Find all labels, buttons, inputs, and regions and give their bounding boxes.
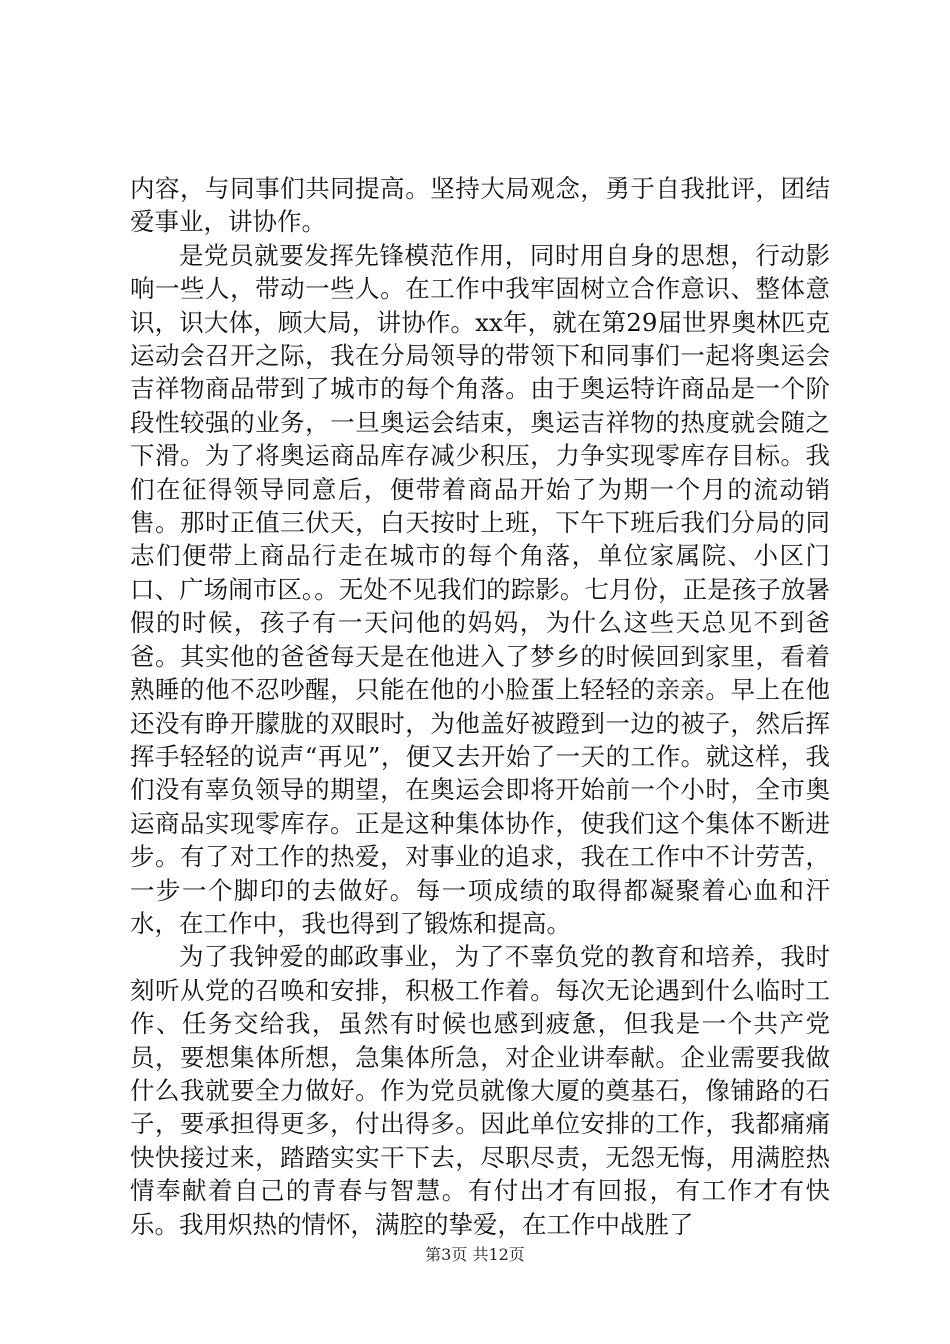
- document-body: [130, 172, 830, 1241]
- page-number-footer: 第3页 共12页: [425, 1245, 525, 1264]
- paragraph-2: 是党员就要发挥先锋模范作用，同时用自身的思想，行动影响一些人，带动一些人。在工作中我牢固树立合作意识、整体意识，识大体，顾大局，讲协作。xx年，就在第29届世界奥林匹克运动会召开之际，我在分局领导的带领下和同事们一起将奥运会吉祥物商品带到了城市的每个角落。由于奥运特许商品是一个阶段性较强的业务，一旦奥运会结束，奥运吉祥物的热度就会随之下滑。为了将奥运商品库存减少积压，力争实现零库存目标。我们在征得领导同意后，便带着商品开始了为期一个月的流动销售。那时正值三伏天，白天按时上班，下午下班后我们分局的同志们便带上商品行走在城市的每个角落，单位家属院、小区门口、广场闹市区。。无处不见我们的踪影。七月份，正是孩子放暑假的时候，孩子有一天问他的妈妈，为什么这些天总见不到爸爸。其实他的爸爸每天是在他进入了梦乡的时候回到家里，看着熟睡的他不忍吵醒，只能在他的小脸蛋上轻轻的亲亲。早上在他还没有睁开朦胧的双眼时，为他盖好被蹬到一边的被子，然后挥挥手轻轻的说声“再见”，便又去开始了一天的工作。就这样，我们没有辜负领导的期望，在奥运会即将开始前一个小时，全市奥运商品实现零库存。正是这种集体协作，使我们这个集体不断进步。有了对工作的热爱，对事业的追求，我在工作中不计劳苦，一步一个脚印的去做好。每一项成绩的取得都凝聚着心血和汗水，在工作中，我也得到了锻炼和提高。: [130, 240, 830, 938]
- paragraph-3: 为了我钟爱的邮政事业，为了不辜负党的教育和培养，我时刻听从党的召唤和安排，积极工作着。每次无论遇到什么临时工作、任务交给我，虽然有时候也感到疲惫，但我是一个共产党员，要想集体所想，急集体所急，对企业讲奉献。企业需要我做什么我就要全力做好。作为党员就像大厦的奠基石，像铺路的石子，要承担得更多，付出得多。因此单位安排的工作，我都痛痛快快接过来，踏踏实实干下去，尽职尽责，无怨无悔，用满腔热情奉献着自己的青春与智慧。有付出才有回报，有工作才有快乐。我用炽热的情怀，满腔的挚爱，在工作中战胜了: [130, 942, 830, 1239]
- paragraph-1: 内容，与同事们共同提高。坚持大局观念，勇于自我批评，团结爱事业，讲协作。: [130, 174, 830, 237]
